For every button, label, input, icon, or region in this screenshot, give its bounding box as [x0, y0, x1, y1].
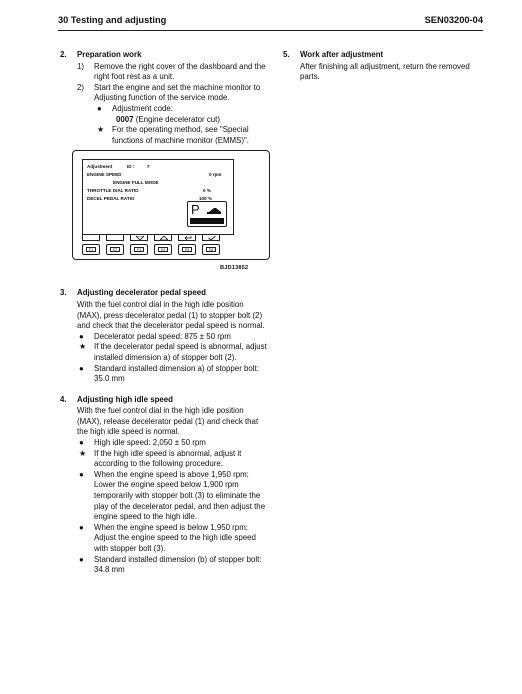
bullet-mark: ● [79, 438, 84, 448]
f4-label: F4 [158, 247, 168, 252]
bullet-mark: ● [79, 554, 84, 564]
section-5-number: 5. [283, 50, 290, 59]
section-3-bullet-1 [58, 332, 268, 343]
operating-method-note [58, 125, 268, 146]
f1-button [82, 244, 100, 255]
section-2-number: 2. [60, 50, 67, 59]
section-4-bullet-2 [58, 470, 268, 481]
section-2-title: Preparation work [77, 50, 142, 59]
decel-speed-text: Decelerator pedal speed: 875 ± 50 rpm [94, 331, 231, 341]
function-tab-row [82, 235, 234, 241]
f3-label: F3 [134, 247, 144, 252]
bullet-mark: ● [79, 363, 84, 373]
star-mark: ★ [79, 342, 87, 352]
step-2-text: Start the engine and set the machine monitor to Adjusting function of the service mode. [94, 82, 261, 103]
tab-return [178, 235, 196, 241]
adjustment-code-bullet [58, 104, 268, 115]
page-header [58, 13, 483, 31]
f4-button [154, 244, 172, 255]
adjustment-code-desc: (Engine decelerator cut) [135, 114, 220, 124]
step-1 [58, 62, 268, 83]
parking-icon: P [191, 202, 200, 218]
f5-button [178, 244, 196, 255]
section-3-intro: With the fuel control dial in the high idle position (MAX), press decelerator pedal (1) to stopper bolt (2) and check that the decelerator pedal speed is normal. [77, 299, 265, 331]
section-5-title: Work after adjustment [300, 50, 384, 59]
section-3-star [58, 342, 268, 363]
section-3-title: Adjusting decelerator pedal speed [77, 288, 206, 298]
tab-down-arrow [130, 235, 148, 241]
monitor-row-3-label: THROTTLE DIAL RATIO [87, 188, 139, 194]
return-arrow-icon [184, 236, 192, 240]
section-3-number: 3. [60, 288, 67, 298]
function-button-row [82, 244, 234, 255]
adjustment-code-label: Adjustment code: [112, 103, 173, 113]
monitor-row-4-value: 100 % [199, 196, 213, 202]
tab-confirm [202, 235, 220, 241]
f3-button [130, 244, 148, 255]
adjustment-code-value: 0007 [116, 114, 134, 124]
monitor-row-3-value: 0 % [203, 188, 211, 194]
operating-method-text: For the operating method, see "Special functions of machine monitor (EMMS)". [112, 125, 249, 145]
below-1950-body: Adjust the engine speed to the high idle speed with stopper bolt (3). [94, 533, 256, 553]
f2-button [106, 244, 124, 255]
section-4-number: 4. [60, 394, 67, 404]
section-4-bullet-1 [58, 438, 268, 449]
monitor-id-label: ID : [127, 164, 135, 170]
f5-label: F5 [182, 247, 192, 252]
right-column [281, 50, 485, 83]
step-2-number: 2) [77, 82, 85, 92]
f2-label: F2 [110, 247, 120, 252]
section-2-heading [58, 50, 268, 61]
machine-monitor-figure [58, 150, 268, 272]
above-1950-head: When the engine speed is above 1,950 rpm: [94, 469, 249, 479]
check-icon [208, 236, 216, 240]
document-code: SEN03200-04 [424, 15, 483, 25]
figure-id: BJD13852 [220, 265, 249, 272]
section-4-heading [58, 395, 268, 406]
bullet-mark: ● [79, 522, 84, 532]
machine-monitor [72, 150, 270, 260]
f6-button [202, 244, 220, 255]
adjustment-code-line [58, 115, 268, 126]
star-mark: ★ [97, 125, 105, 135]
step-1-text: Remove the right cover of the dashboard and the right foot rest as a unit. [94, 61, 266, 82]
up-arrow-icon [160, 236, 168, 240]
mode-bar [190, 218, 224, 224]
left-column [58, 50, 268, 576]
section-3-bullet-2 [58, 364, 268, 385]
star-mark: ★ [79, 448, 87, 458]
section-5-text: After finishing all adjustment, return the removed parts. [300, 61, 470, 82]
section-4-title: Adjusting high idle speed [77, 394, 174, 404]
section-4-star-text: If the high idle speed is abnormal, adjust it according to the following procedure. [94, 448, 242, 469]
below-1950-head: When the engine speed is below 1,950 rpm: [94, 522, 248, 532]
down-arrow-icon [136, 236, 144, 240]
dimension-a-text: Standard installed dimension a) of stopper bolt: 35.0 mm [94, 363, 259, 384]
f6-label: F6 [206, 247, 216, 252]
section-3-heading [58, 288, 268, 299]
step-1-number: 1) [77, 61, 85, 71]
section-title: 30 Testing and adjusting [58, 15, 167, 25]
bullet-mark: ● [79, 469, 84, 479]
monitor-row-1-label: ENGINE SPEED [87, 172, 122, 178]
tab-up-arrow [154, 235, 172, 241]
monitor-screen [82, 159, 234, 235]
monitor-row-1-value: 0 rpm [209, 172, 222, 178]
above-1950-body: Lower the engine speed below 1,900 rpm temporarily with stopper bolt (3) to eliminate the play of the decelerator pedal, and then adjust the engine speed to the high idle. [94, 480, 266, 522]
section-4-bullet-3 [58, 523, 268, 534]
section-4-bullet-4 [58, 555, 268, 576]
section-5-heading [281, 50, 485, 61]
monitor-row-2-label: ENGINE FULL MODE [113, 180, 159, 186]
bullet-mark: ● [79, 331, 84, 341]
dimension-b-text: Standard installed dimension (b) of stopper bolt: 34.8 mm [94, 554, 262, 575]
bullet-mark: ● [97, 103, 102, 113]
monitor-id-value: 7 [147, 164, 150, 170]
level-indicator-icon [207, 208, 221, 214]
section-4-star [58, 449, 268, 470]
monitor-title: Adjustment [87, 164, 113, 170]
section-3-star-text: If the decelerator pedal speed is abnormal, adjust installed dimension a) of stopper bolt (2). [94, 342, 267, 362]
tab-blank-1 [82, 235, 100, 241]
f1-label: F1 [86, 247, 96, 252]
tab-blank-2 [106, 235, 124, 241]
status-icon-box [187, 201, 227, 227]
high-idle-speed-text: High idle speed: 2,050 ± 50 rpm [94, 438, 206, 448]
step-2 [58, 83, 268, 104]
monitor-row-4-label: DECEL PEDAL RATIO [87, 196, 135, 202]
section-4-intro: With the fuel control dial in the high idle position (MAX), release decelerator pedal (1) and check that the high idle speed is normal. [77, 406, 259, 437]
